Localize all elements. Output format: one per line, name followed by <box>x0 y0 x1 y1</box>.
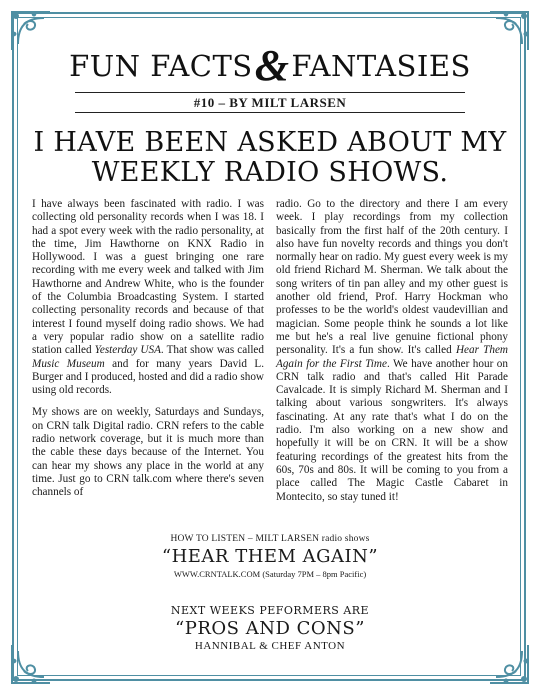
masthead-title <box>40 40 500 91</box>
next-week-title: “PROS AND CONS” <box>175 618 365 639</box>
masthead-ampersand: & <box>254 41 290 90</box>
article-column-right <box>276 198 508 513</box>
byline-rule-top <box>75 92 465 93</box>
listen-show-title: “HEAR THEM AGAIN” <box>161 546 379 567</box>
article-text: and for many years David L. Burger and I produced, hosted and did a radio show using old records. <box>32 357 264 397</box>
article-text: radio. Go to the directory and there I am every week. I play recordings from my collection basically from the first half of the 20th century. I also have fun novelty records and things you don't normally hear on radio. My guest every week is my old friend Richard M. Sherman. We talk about the song writers of tin pan alley and my other guest is another old friend, Prof. Harry Hockman who professes to be the world's oldest vaudevillian and magician. Some people think he sounds a lot like me but he's a real live genuine fictional phony personality. It's a fun show. It's called <box>276 198 508 357</box>
article-text: . We have another hour on CRN talk radio and that's called Hit Parade Cavalcade. It is simply Richard M. Sherman and I talking about various songwriters. It's always fascinating. At any rate that's what I do on the radio. I'm also working on a new show and hopefully it will be on CRN. It will be a show featuring recordings of the greatest hits from the 60s, 70s and 80s. It will be coming to you from a place called The Magic Castle Cabaret in Montecito, so stay tuned it! <box>276 357 508 503</box>
article-text: . That show was called <box>160 344 264 357</box>
article-paragraph: My shows are on weekly, Saturdays and Sundays, on CRN talk Digital radio. CRN refers to the cable radio network coverage, but it is much more than the cable these days because of the Internet. You can hear my shows any place in the world at any time. Just go to CRN talk.com where there's seven channels of <box>32 406 264 499</box>
byline-rule-bottom <box>75 112 465 113</box>
article-text: I have always been fascinated with radio. I was collecting old personality records when I was 18. I had a spot every week with the radio personality, at the time, Jim Hawthorne on KNX Radio in Hollywood. I was a guest bringing one rare recording with me every week and talked with Jim Hawthorne and Andrew White, who is the founder of the Columbia Broadcasting System. I started collecting personality records and because of that interest I found myself doing radio shows. We had a very popular radio show on a satellite radio station called <box>32 198 264 357</box>
masthead-part1: FUN FACTS <box>69 49 253 83</box>
article-italic-title: Hear Them Again for the First Time <box>276 344 508 370</box>
byline: #10 – BY MILT LARSEN <box>193 95 347 110</box>
ornamental-corner-icon <box>8 641 54 687</box>
headline: I HAVE BEEN ASKED ABOUT MY WEEKLY RADIO SHOWS. <box>33 127 507 188</box>
listen-url-line <box>60 569 480 579</box>
masthead-part2: FANTASIES <box>291 49 471 83</box>
next-week-label: NEXT WEEKS PEFORMERS ARE <box>170 604 370 617</box>
next-week-performers: HANNIBAL & CHEF ANTON <box>194 640 346 652</box>
ornamental-corner-icon <box>486 641 532 687</box>
article-paragraph <box>276 198 508 504</box>
listen-label: HOW TO LISTEN – MILT LARSEN radio shows <box>170 534 370 544</box>
listen-schedule: (Saturday 7PM – 8pm Pacific) <box>262 569 367 579</box>
article-paragraph <box>32 198 264 397</box>
article-italic-title: Music Museum <box>32 357 105 370</box>
article-column-left <box>32 198 264 509</box>
listen-url[interactable]: WWW.CRNTALK.COM <box>173 569 261 579</box>
article-italic-title: Yesterday USA <box>94 344 161 357</box>
